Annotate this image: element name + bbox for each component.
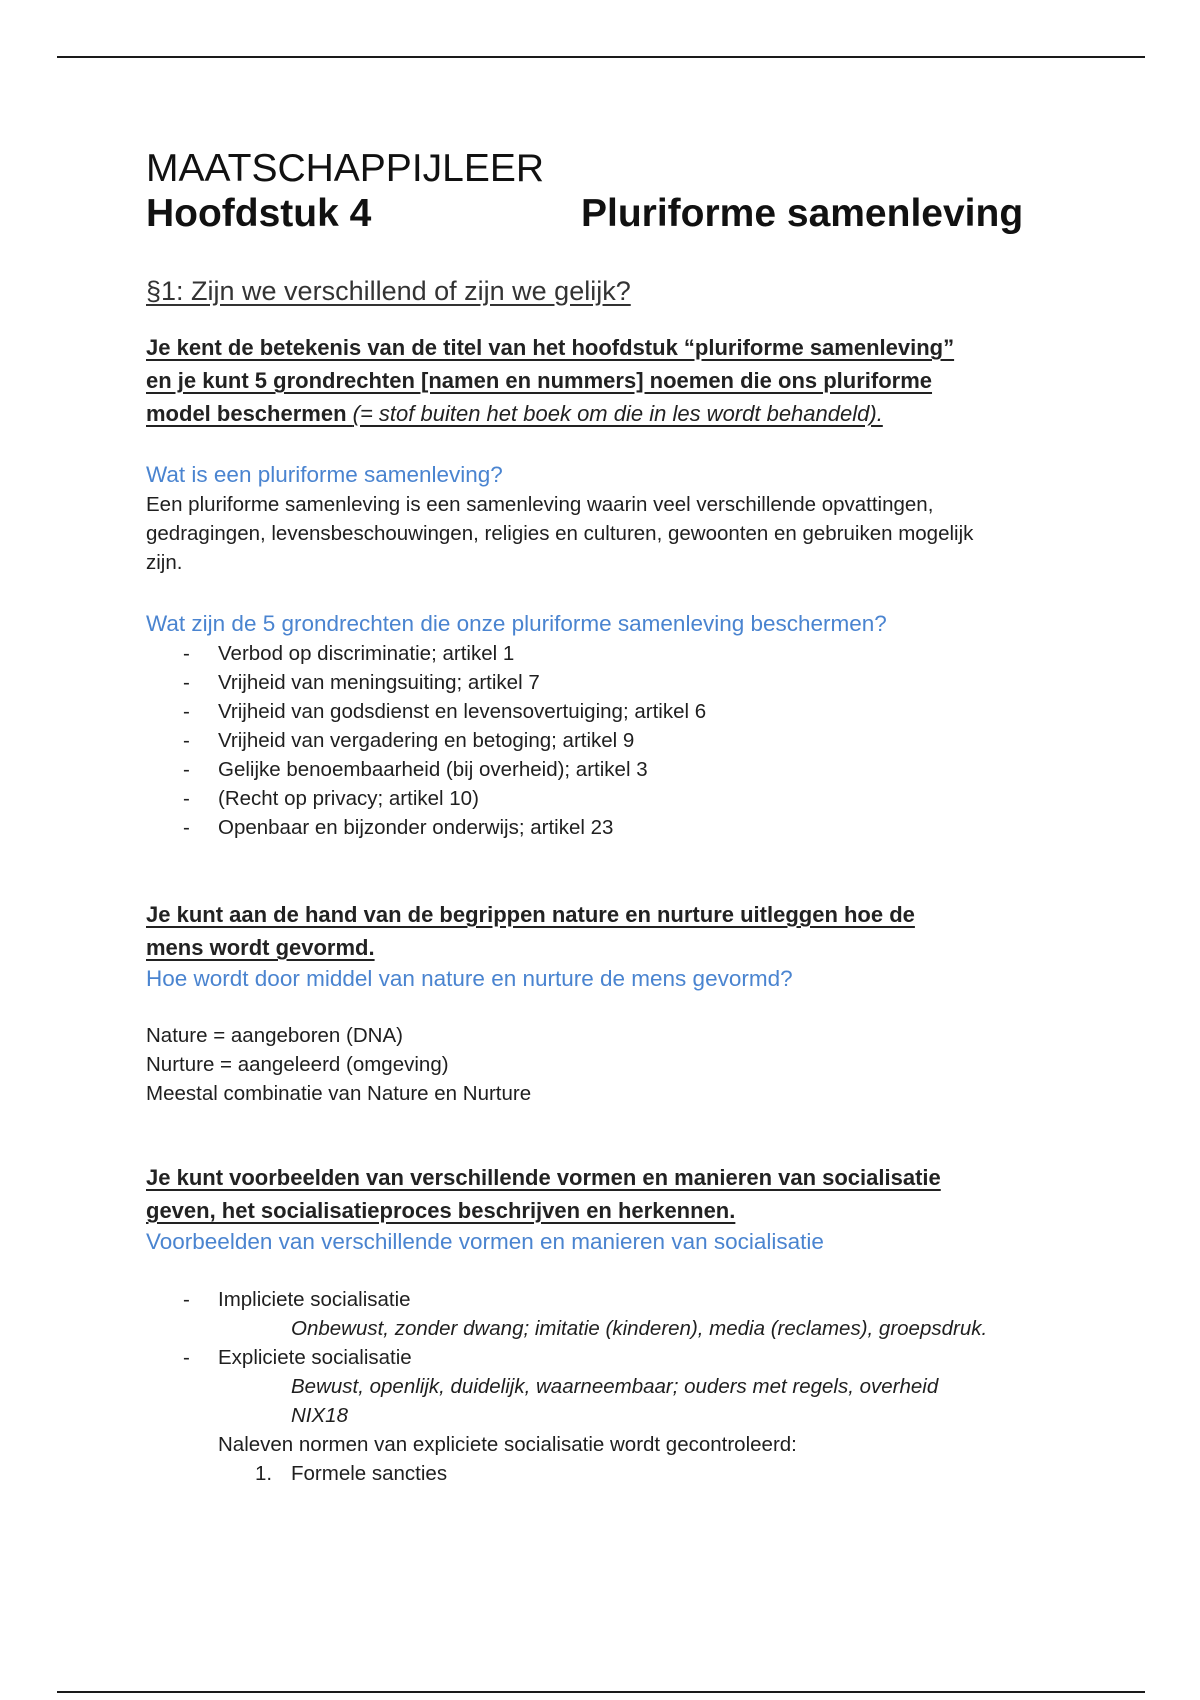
list-item: - Vrijheid van godsdienst en levensovertuiging; artikel 6: [146, 697, 1046, 726]
question: Hoe wordt door middel van nature en nurture de mens gevormd?: [146, 966, 793, 991]
dash-bullet: -: [183, 1288, 190, 1311]
answer-line: zijn.: [146, 551, 183, 574]
answer-line: gedragingen, levensbeschouwingen, religies en culturen, gewoonten en gebruiken mogelijk: [146, 522, 974, 545]
goal-line: [146, 397, 1046, 430]
list-item: - Verbod op discriminatie; artikel 1: [146, 639, 1046, 668]
chapter-title: Pluriforme samenleving: [581, 192, 1024, 235]
document-body: [146, 146, 1046, 1488]
question: Wat zijn de 5 grondrechten die onze pluriforme samenleving beschermen?: [146, 611, 887, 636]
item-number: 1.: [255, 1462, 273, 1485]
list-item: - (Recht op privacy; artikel 10): [146, 784, 1046, 813]
bottom-rule: [57, 1691, 1145, 1693]
question: Wat is een pluriforme samenleving?: [146, 462, 503, 487]
dash-bullet: -: [183, 816, 190, 839]
dash-bullet: -: [183, 758, 190, 781]
list-item: - Impliciete socialisatie: [146, 1285, 1046, 1314]
note-line: Nature = aangeboren (DNA): [146, 1024, 403, 1047]
explicit-description-line: Bewust, openlijk, duidelijk, waarneembaar; ouders met regels, overheid: [291, 1375, 939, 1398]
answer: [146, 490, 1046, 577]
note-line: Meestal combinatie van Nature en Nurture: [146, 1082, 532, 1105]
note-line: Nurture = aangeleerd (omgeving): [146, 1053, 449, 1076]
list-item: - Vrijheid van meningsuiting; artikel 7: [146, 668, 1046, 697]
goal-line-text: model beschermen: [146, 401, 347, 426]
item-text: Formele sancties: [291, 1462, 448, 1485]
top-rule: [57, 56, 1145, 58]
naleven-text: Naleven normen van expliciete socialisatie wordt gecontroleerd:: [218, 1433, 797, 1456]
learning-goal: [146, 898, 1046, 964]
dash-bullet: -: [183, 642, 190, 665]
subject-title: MAATSCHAPPIJLEER: [146, 147, 545, 190]
goal-line: geven, het socialisatieproces beschrijven en herkennen.: [146, 1198, 736, 1223]
goal-line: Je kunt voorbeelden van verschillende vormen en manieren van socialisatie: [146, 1165, 941, 1190]
numbered-item: [146, 1459, 1046, 1488]
socialisation-list: [146, 1285, 1046, 1314]
goal-line: Je kunt aan de hand van de begrippen nature en nurture uitleggen hoe de: [146, 902, 915, 927]
chapter-number: Hoofdstuk 4: [146, 192, 372, 235]
list-item: - Gelijke benoembaarheid (bij overheid); artikel 3: [146, 755, 1046, 784]
list-item: - Openbaar en bijzonder onderwijs; artikel 23: [146, 813, 1046, 842]
rights-list: [146, 639, 1046, 842]
learning-goal: [146, 1161, 1046, 1227]
question: Voorbeelden van verschillende vormen en manieren van socialisatie: [146, 1229, 824, 1254]
chapter-title-row: [146, 192, 1046, 242]
implicit-description: Onbewust, zonder dwang; imitatie (kinderen), media (reclames), groepsdruk.: [291, 1317, 988, 1340]
nature-nurture-notes: [146, 1021, 1046, 1108]
dash-bullet: -: [183, 671, 190, 694]
goal-line: Je kent de betekenis van de titel van het hoofdstuk “pluriforme samenleving”: [146, 335, 955, 360]
dash-bullet: -: [183, 1346, 190, 1369]
learning-goal: [146, 331, 1046, 430]
dash-bullet: -: [183, 787, 190, 810]
list-item: - Vrijheid van vergadering en betoging; artikel 9: [146, 726, 1046, 755]
answer-line: Een pluriforme samenleving is een samenleving waarin veel verschillende opvattingen,: [146, 493, 934, 516]
dash-bullet: -: [183, 729, 190, 752]
goal-line: en je kunt 5 grondrechten [namen en nummers] noemen die ons pluriforme: [146, 368, 933, 393]
section-heading: §1: Zijn we verschillend of zijn we gelijk?: [146, 276, 631, 306]
socialisation-list: [146, 1343, 1046, 1372]
goal-line: mens wordt gevormd.: [146, 935, 375, 960]
explicit-description-line: NIX18: [291, 1404, 348, 1427]
goal-note: (= stof buiten het boek om die in les wordt behandeld).: [352, 401, 883, 426]
dash-bullet: -: [183, 700, 190, 723]
list-item: - Expliciete socialisatie: [146, 1343, 1046, 1372]
